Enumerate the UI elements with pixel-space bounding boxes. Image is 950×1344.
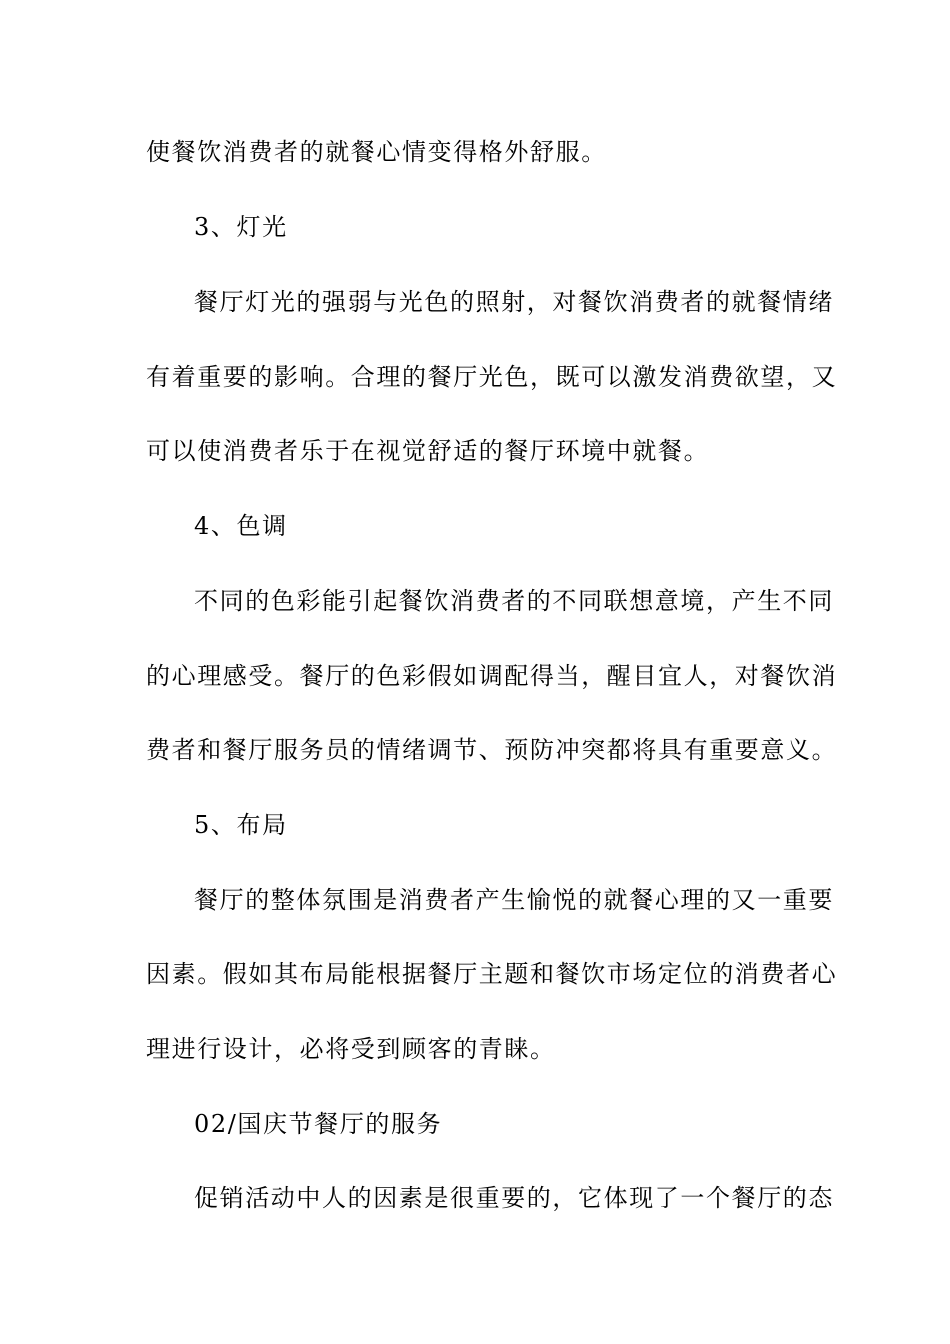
section-heading-lighting: 3、灯光 [194, 213, 288, 241]
paragraph-line: 有着重要的影响。合理的餐厅光色，既可以激发消费欲望，又 [146, 363, 838, 391]
paragraph-line: 理进行设计，必将受到顾客的青睐。 [146, 1035, 556, 1063]
paragraph-line: 的心理感受。餐厅的色彩假如调配得当，醒目宜人，对餐饮消 [146, 662, 838, 690]
paragraph-line: 可以使消费者乐于在视觉舒适的餐厅环境中就餐。 [146, 437, 710, 465]
paragraph-line: 餐厅的整体氛围是消费者产生愉悦的就餐心理的又一重要 [194, 886, 834, 914]
paragraph-line: 因素。假如其布局能根据餐厅主题和餐饮市场定位的消费者心 [146, 960, 838, 988]
paragraph-line: 餐厅灯光的强弱与光色的照射，对餐饮消费者的就餐情绪 [194, 288, 834, 316]
paragraph-line: 使餐饮消费者的就餐心情变得格外舒服。 [146, 138, 607, 166]
section-heading-color-tone: 4、色调 [194, 512, 288, 540]
paragraph-line: 费者和餐厅服务员的情绪调节、预防冲突都将具有重要意义。 [146, 736, 838, 764]
paragraph-line: 促销活动中人的因素是很重要的，它体现了一个餐厅的态 [194, 1184, 834, 1212]
section-heading-layout: 5、布局 [194, 811, 288, 839]
section-heading-service: 02/国庆节餐厅的服务 [194, 1110, 443, 1138]
paragraph-line: 不同的色彩能引起餐饮消费者的不同联想意境，产生不同 [194, 587, 834, 615]
